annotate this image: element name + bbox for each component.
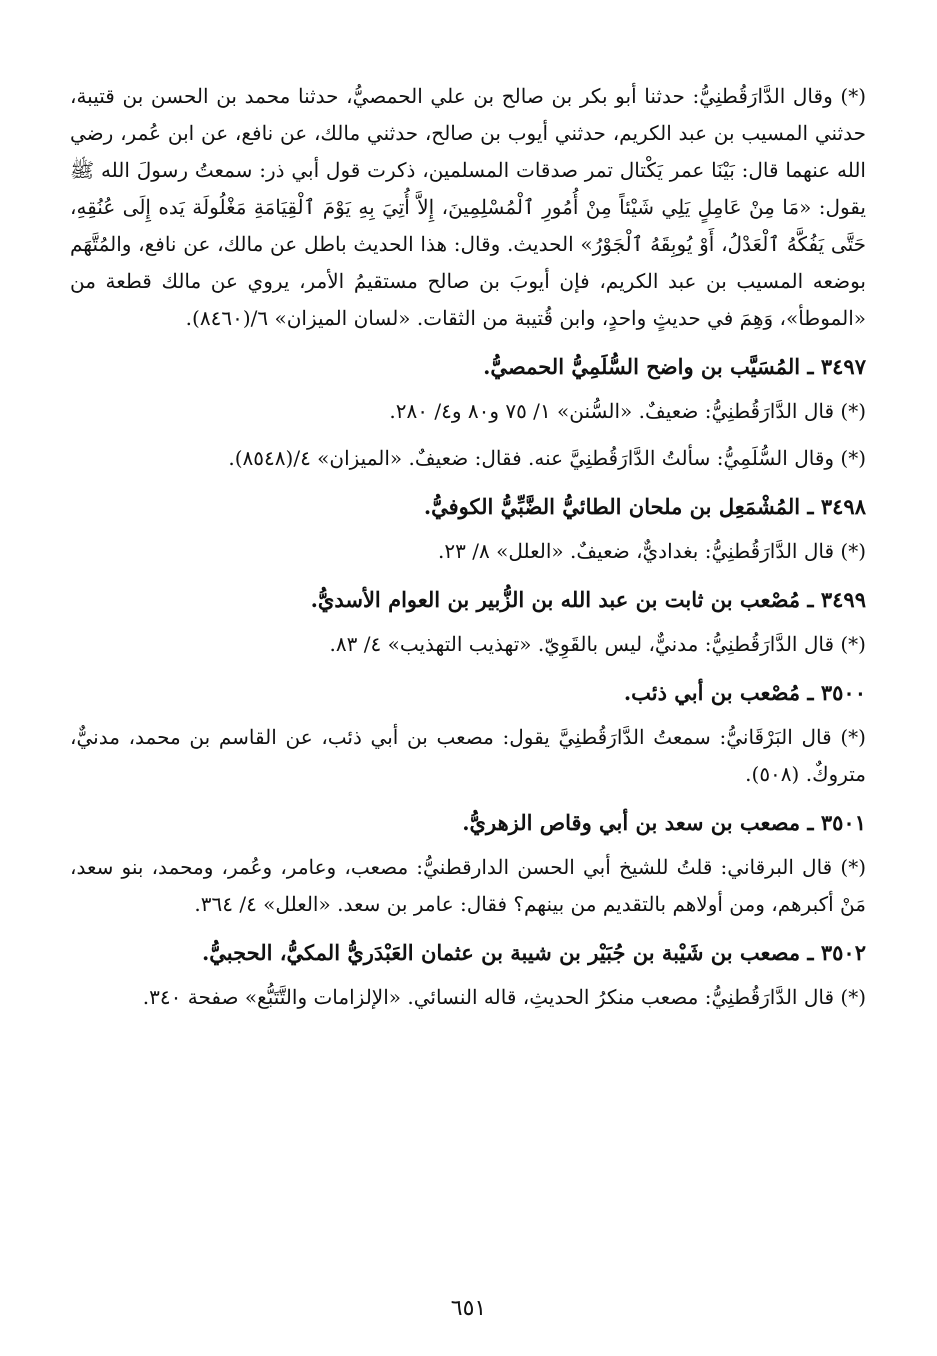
entry-paragraph: (*) قال الدَّارَقُطنِيُّ: بغداديٌّ، ضعيفٌ. «العلل» ٨/ ٢٣. bbox=[438, 539, 866, 563]
page-content bbox=[70, 78, 866, 1026]
entry-paragraph: (*) قال الدَّارَقُطنِيُّ: مدنيٌّ، ليس بالقَوِيّ. «تهذيب التهذيب» ٤/ ٨٣. bbox=[329, 632, 866, 656]
entry-title: ٣٥٠٢ ـ مصعب بن شَيْبة بن جُبَيْر بن شيبة بن عثمان العَبْدَريُّ المكيُّ، الحجبيُّ. bbox=[201, 940, 866, 965]
entry-title: ٣٤٩٧ ـ المُسَيَّب بن واضح السُّلَمِيُّ الحمصيُّ. bbox=[483, 354, 866, 379]
entry-paragraph: (*) قال البَرْقَانيُّ: سمعتُ الدَّارَقُطنِيَّ يقول: مصعب بن أبي ذئب، عن القاسم بن محمد، مدنيٌّ، متروكٌ. (٥٠٨). bbox=[70, 725, 866, 786]
entry-paragraph: (*) قال الدَّارَقُطنِيُّ: مصعب منكرُ الحديثِ، قاله النسائي. «الإلزامات والتَّتَبُّع» صفحة ٣٤٠. bbox=[142, 985, 866, 1009]
entry-paragraph: (*) وقال السُّلَمِيُّ: سألتُ الدَّارَقُطنِيَّ عنه. فقال: ضعيفٌ. «الميزان» ٤/(٨٥٤٨). bbox=[228, 446, 866, 470]
entry-paragraph: (*) قال البرقاني: قلتُ للشيخ أبي الحسن الدارقطنيُّ: مصعب، وعامر، وعُمر، ومحمد، بنو سعد، مَنْ أكبرهم، ومن أولاهم بالتقديم من بينهم؟ فقال: عامر بن سعد. «العلل» ٤/ ٣٦٤. bbox=[70, 855, 866, 916]
entry-3500 bbox=[70, 673, 866, 793]
entry-3502 bbox=[70, 933, 866, 1016]
entry-3497 bbox=[70, 347, 866, 477]
page-number: ٦٥١ bbox=[450, 1296, 487, 1321]
entry-3499 bbox=[70, 580, 866, 663]
entry-title: ٣٥٠١ ـ مصعب بن سعد بن أبي وقاص الزهريُّ. bbox=[462, 810, 866, 835]
intro-paragraph: (*) وقال الدَّارَقُطنِيُّ: حدثنا أبو بكر بن صالح بن علي الحمصيُّ، حدثنا محمد بن الحسن بن قتيبة، حدثني المسيب بن عبد الكريم، حدثني أيوب بن صالح، حدثني مالك، عن نافع، عن ابن عُمر، رضي الله عنهما قال: بَيْنَا عمر يَكْتال تمر صدقات المسلمين، ذكرت قول أبي ذر: سمعتُ رسولَ الله ﷺ يقول: «مَا مِنْ عَامِلٍ يَلِي شَيْئاً مِنْ أُمُورِ ٱلْمُسْلِمِينَ، إِلاَّ أُتِيَ بِهِ يَوْمَ ٱلْقِيَامَةِ مَغْلُولَة يَده إِلَى عُنُقِهِ، حَتَّى يَفُكَّهُ ٱلْعَدْلُ، أَوْ يُوبِقَهُ ٱلْجَوْرُ» الحديث. وقال: هذا الحديث باطل عن مالك، عن نافع، والمُتَّهَم بوضعه المسيب بن عبد الكريم، فإن أيوبَ بن صالح مستقيمُ الأمر، يروي عن مالك قطعة من «الموطأ»، وَهِمَ في حديثٍ واحدٍ، وابن قُتيبة من الثقات. «لسان الميزان» ٦/(٨٤٦٠). bbox=[70, 84, 866, 330]
entry-3498 bbox=[70, 487, 866, 570]
entry-title: ٣٤٩٨ ـ المُشْمَعِل بن ملحان الطائيُّ الضَّبِّيُّ الكوفيُّ. bbox=[423, 494, 866, 519]
entry-title: ٣٥٠٠ ـ مُصْعب بن أبي ذئب. bbox=[623, 680, 866, 705]
entry-title: ٣٤٩٩ ـ مُصْعب بن ثابت بن عبد الله بن الزُّبير بن العوام الأسديُّ. bbox=[310, 587, 866, 612]
entry-paragraph: (*) قال الدَّارَقُطنِيُّ: ضعيفٌ. «السُّنن» ١/ ٧٥ و٨٠ و٤/ ٢٨٠. bbox=[389, 399, 866, 423]
entry-3501 bbox=[70, 803, 866, 923]
